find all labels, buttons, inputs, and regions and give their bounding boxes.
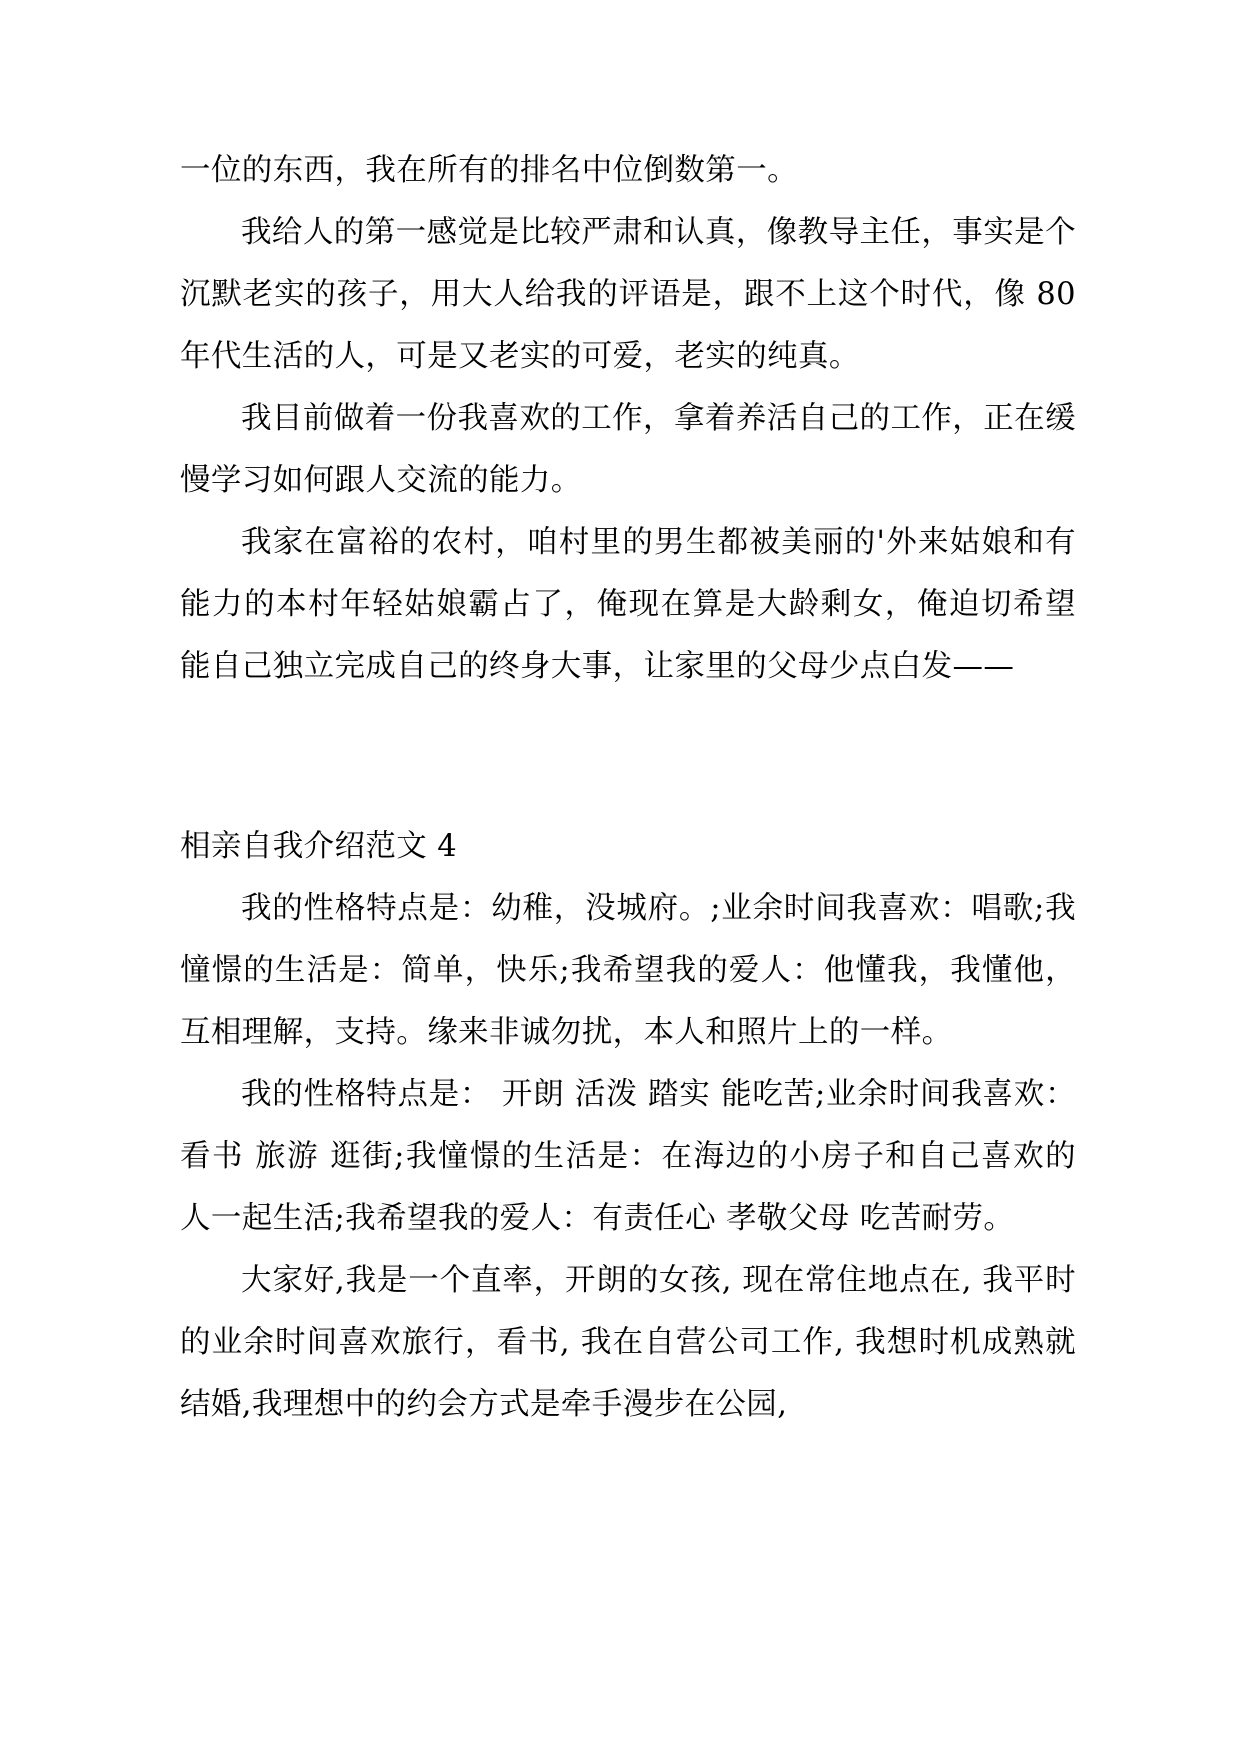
paragraph-6: 我的性格特点是： 开朗 活泼 踏实 能吃苦;业余时间我喜欢： 看书 旅游 逛街;我憧憬的生活是：在海边的小房子和自己喜欢的人一起生活;我希望我的爱人：有责任心 孝敬父母 吃苦耐劳。 (180, 1077, 1076, 1236)
paragraph-7: 大家好,我是一个直率，开朗的女孩, 现在常住地点在, 我平时的业余时间喜欢旅行，看书, 我在自营公司工作, 我想时机成熟就结婚,我理想中的约会方式是牵手漫步在公园, (180, 1263, 1076, 1422)
paragraph-2: 我给人的第一感觉是比较严肃和认真，像教导主任，事实是个沉默老实的孩子，用大人给我的评语是，跟不上这个时代，像 80 年代生活的人，可是又老实的可爱，老实的纯真。 (180, 215, 1076, 374)
section-heading: 相亲自我介绍范文 4 (180, 829, 458, 864)
section-spacer (180, 698, 1076, 758)
document-body (180, 140, 1076, 1436)
paragraph-4: 我家在富裕的农村，咱村里的男生都被美丽的'外来姑娘和有能力的本村年轻姑娘霸占了，俺现在算是大龄剩女，俺迫切希望能自己独立完成自己的终身大事，让家里的父母少点白发—— (180, 525, 1076, 684)
paragraph-3: 我目前做着一份我喜欢的工作，拿着养活自己的工作，正在缓慢学习如何跟人交流的能力。 (180, 401, 1076, 498)
paragraph-5: 我的性格特点是：幼稚，没城府。;业余时间我喜欢：唱歌;我憧憬的生活是：简单，快乐;我希望我的爱人：他懂我，我懂他，互相理解，支持。缘来非诚勿扰，本人和照片上的一样。 (180, 891, 1077, 1050)
paragraph-1: 一位的东西，我在所有的排名中位倒数第一。 (180, 153, 798, 188)
